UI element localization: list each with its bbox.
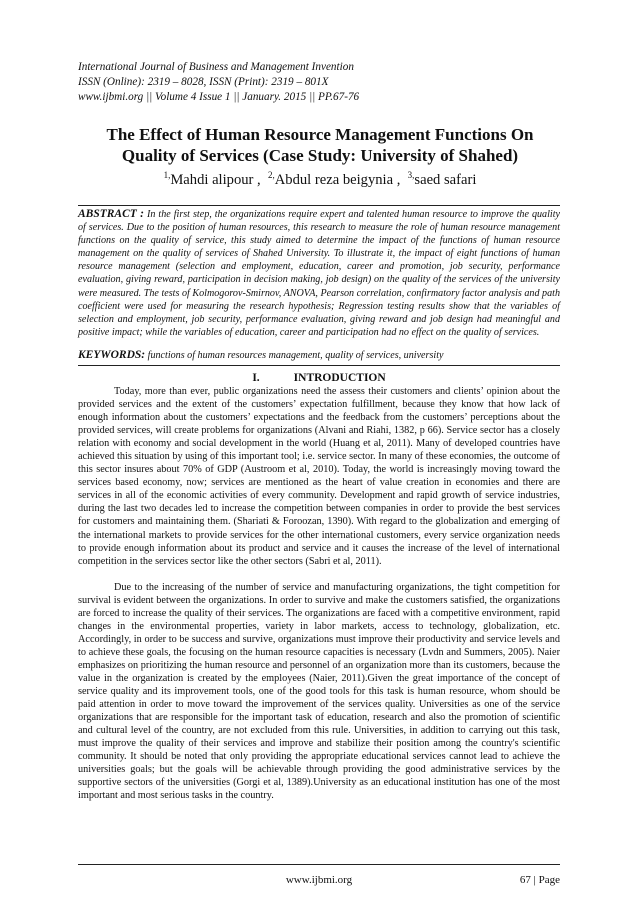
journal-volume-info: www.ijbmi.org || Volume 4 Issue 1 || January. 2015 || PP.67-76: [78, 91, 360, 103]
footer-divider: [78, 864, 560, 865]
paper-title-line-1: The Effect of Human Resource Management Functions On: [106, 125, 534, 144]
author-2-name: Abdul reza beigynia ,: [274, 172, 401, 188]
journal-header: [78, 60, 578, 105]
abstract-label: ABSTRACT :: [78, 208, 144, 220]
paper-title-line-2: Quality of Services (Case Study: University of Shahed): [121, 146, 519, 165]
section-title: INTRODUCTION: [293, 372, 386, 384]
abstract: [78, 208, 560, 339]
footer-website: www.ijbmi.org: [285, 874, 353, 886]
body-paragraph-1: Today, more than ever, public organizations need the assess their customers and clients’ opinion about the provided services and the extent of the customers’ expectation fulfillment, because they know that how lack of enough information about the customers’ expectations and the feedback from the customers’ perceptions about the provided services, will create problems for organizations (Alvani and Riahi, 1382, p 66). Service sector has a closely relation with economy and social development in the world (Huang et al, 2011). Many of developed countries have achieved this situation by using of this important tool; i.e. service sector. In many of these economies, the outcome of this sector insures about 70% of GDP (Austroom et al, 2010). Today, the world is increasingly moving toward the services based economy, now; services are mentioned as the heart of value creation in economies and there are services in all of the economic activities of every community. Development and rapid growth of service industries, during the last two decades led to increase the competition between companies in order to provide the best services for customers and maintaining them. (Shariati & Foroozan, 1390). With regard to the globalization and emerging of the international markets to provide services for the other international customers, every service organization needs to provide enough information about its product and service and it causes the increase of the level of international competition in the services sector like the other sectors (Sabri et al, 2011).: [78, 386, 560, 567]
page-footer: [78, 873, 560, 887]
journal-name: International Journal of Business and Management Invention: [78, 61, 354, 73]
abstract-text: In the first step, the organizations require expert and talented human resource to improve the quality of services. Due to the position of human resources, this research to measure the role of human resource management functions on the quality of service, this study aimed to determine the impact of the functions of human resource management on the quality of services of Shahed University. To illustrate it, the impact of eight functions of human resource management (selection and employment, education, career and promotion, job security, performance evaluation, giving reward, participation in decision making, job design) on the quality of the services of the university were measured. The tests of Kolmogorov-Smirnov, ANOVA, Pearson correlation, confirmatory factor analysis and path coefficient were used for measuring the research hypothesis; Regression testing results show that the variables of selection and employment, job security, performance evaluation, giving reward and job design had meaningful and positive impact; while the variables of education, career and participation had no effect on the quality of services.: [78, 209, 560, 338]
author-2-affiliation: 2,: [268, 170, 275, 181]
keywords: [78, 349, 560, 362]
body-text: [78, 385, 560, 802]
journal-issn: ISSN (Online): 2319 – 8028, ISSN (Print): 2319 – 801X: [78, 76, 329, 88]
body-paragraph-2: Due to the increasing of the number of service and manufacturing organizations, the tight competition for survival is evident between the organizations. In order to survive and make the customers satisfied, the organizations are forced to increase the quality of their services. The organizations are faced with a competitive environment, rapid changes in the environmental properties, variety in labor markets, access to technology, globalization, etc. Accordingly, in order to be success and survive, organizations must improve their productivity and service levels and to achieve these goals, the focusing on the human resource capacities is necessary (Lvdn and Summers, 2005). Naier emphasizes on prioritizing the human resource and personnel of an organization more than its customers, because the value in the organization is created by the employees (Naier, 2011).Given the great importance of the concept of service quality and its improvement tools, one of the good tools for this task is human resource, whom should be paid attention in order to move toward the improvement of the services quality. Universities as one of the service organizations that are responsible for the important task of education, research and also the promotion of scientific and cultural level of the country, are not excluded from this rule. Universities, in addition to carrying out this task, must improve the quality of their services and improve and stabilize their position among the country's scientific community. It should be noted that only providing the appropriate educational services cannot lead to achieve the universities goals; but the goals will be achievable through providing the good administrative services by the supportive sectors of the universities (Gorgi et al, 1389).University as an educational institution has one of the most important and most serious tasks in the country.: [78, 581, 560, 802]
abstract-top-divider: [78, 205, 560, 206]
author-1-affiliation: 1,: [163, 170, 171, 181]
footer-page-number: 67 | Page: [519, 874, 560, 886]
section-number: I.: [252, 372, 260, 384]
keywords-label: KEYWORDS:: [78, 349, 146, 361]
author-3-name: saed safari: [414, 172, 477, 188]
author-list: [78, 171, 562, 189]
author-3-affiliation: 3,: [407, 170, 415, 181]
paper-title: [78, 124, 562, 166]
keywords-bottom-divider: [78, 365, 560, 366]
keywords-text: functions of human resources management, quality of services, university: [147, 350, 444, 361]
section-heading: [78, 371, 560, 385]
author-1-name: Mahdi alipour ,: [170, 172, 261, 188]
